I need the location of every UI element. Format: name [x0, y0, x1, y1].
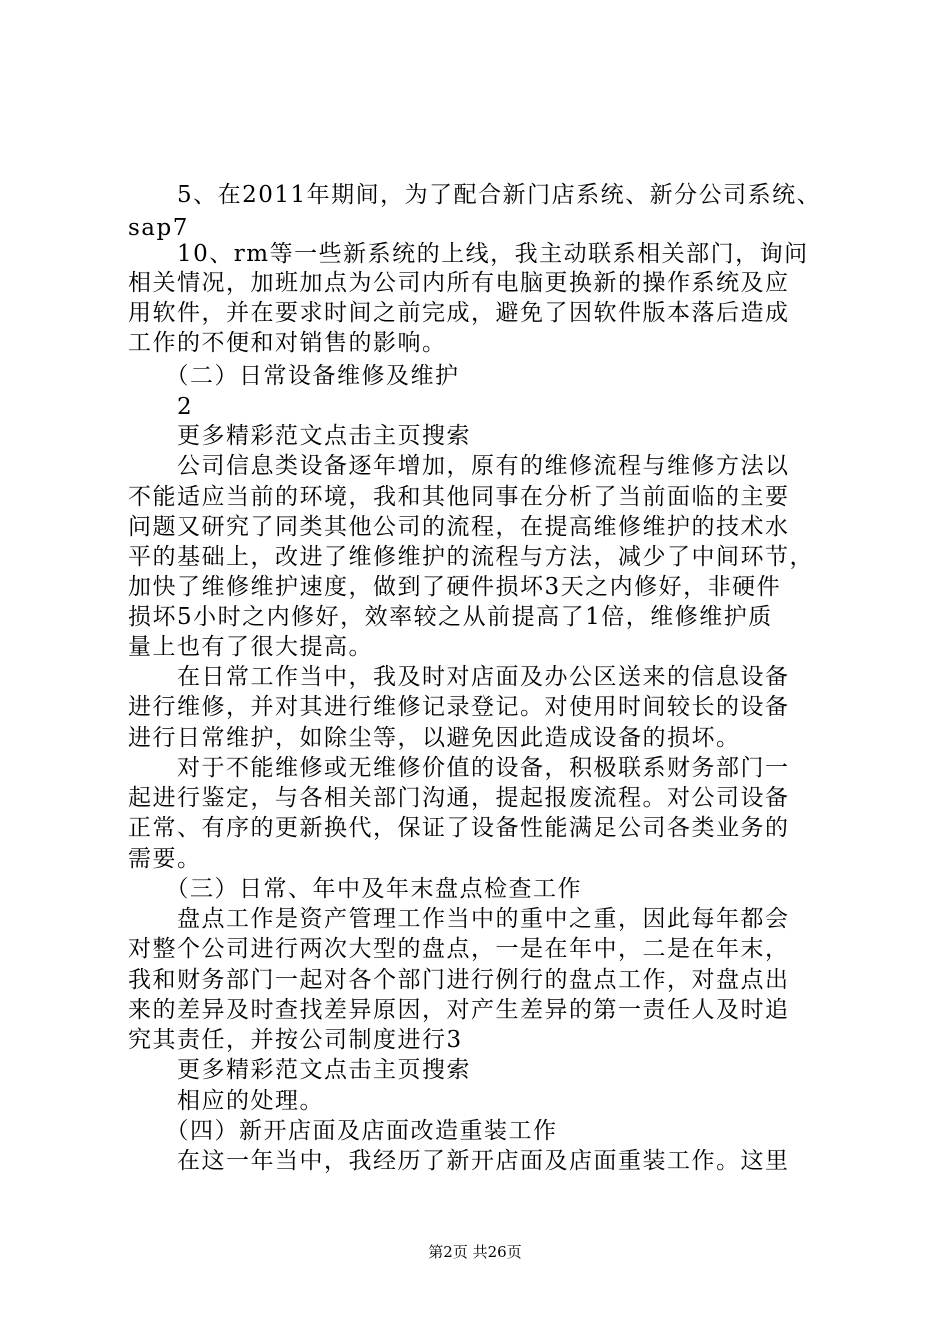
text-line: 对于不能维修或无维修价值的设备，积极联系财务部门一 [128, 755, 790, 781]
text-line: 在日常工作当中，我及时对店面及办公区送来的信息设备 [128, 664, 790, 690]
text-line: 公司信息类设备逐年增加，原有的维修流程与维修方法以 [128, 453, 790, 479]
section-heading: （二）日常设备维修及维护 [128, 363, 460, 389]
text-line: 进行维修，并对其进行维修记录登记。对使用时间较长的设备 [128, 694, 790, 720]
text-line: 加快了维修维护速度，做到了硬件损坏3天之内修好，非硬件 [128, 574, 782, 600]
text-line: 10、rm等一些新系统的上线，我主动联系相关部门，询问 [128, 241, 809, 267]
text-line: 更多精彩范文点击主页搜索 [128, 1057, 471, 1083]
text-line: 用软件，并在要求时间之前完成，避免了因软件版本落后造成 [128, 300, 790, 326]
text-line: 更多精彩范文点击主页搜索 [128, 423, 471, 449]
text-line: 需要。 [128, 846, 202, 872]
text-line: 究其责任，并按公司制度进行3 [128, 1027, 463, 1053]
text-line: 进行日常维护，如除尘等，以避免因此造成设备的损坏。 [128, 725, 741, 751]
text-line: 在这一年当中，我经历了新开店面及店面重装工作。这里 [128, 1148, 790, 1174]
text-line: 正常、有序的更新换代，保证了设备性能满足公司各类业务的 [128, 815, 790, 841]
section-heading: （三）日常、年中及年末盘点检查工作 [128, 876, 582, 902]
text-line: 相应的处理。 [128, 1088, 324, 1114]
text-line: 平的基础上，改进了维修维护的流程与方法，减少了中间环节， [128, 544, 814, 570]
text-line: 量上也有了很大提高。 [128, 634, 373, 660]
text-line: 我和财务部门一起对各个部门进行例行的盘点工作，对盘点出 [128, 967, 790, 993]
text-line: 5、在2011年期间，为了配合新门店系统、新分公司系统、 [128, 182, 822, 208]
text-line: 问题又研究了同类其他公司的流程，在提高维修维护的技术水 [128, 514, 790, 540]
text-line: 盘点工作是资产管理工作当中的重中之重，因此每年都会 [128, 906, 790, 932]
text-line: 对整个公司进行两次大型的盘点，一是在年中，二是在年末， [128, 936, 790, 962]
text-line: 相关情况，加班加点为公司内所有电脑更换新的操作系统及应 [128, 270, 790, 296]
text-line: 工作的不便和对销售的影响。 [128, 330, 447, 356]
text-line: 来的差异及时查找差异原因，对产生差异的第一责任人及时追 [128, 997, 790, 1023]
text-line: 2 [128, 394, 194, 420]
text-line: 起进行鉴定，与各相关部门沟通，提起报废流程。对公司设备 [128, 785, 790, 811]
text-line: 不能适应当前的环境，我和其他同事在分析了当前面临的主要 [128, 484, 790, 510]
section-heading: （四）新开店面及店面改造重装工作 [128, 1118, 558, 1144]
page-number-footer: 第2页 共26页 [428, 1243, 522, 1261]
text-line: 损坏5小时之内修好，效率较之从前提高了1倍，维修维护质 [128, 604, 773, 630]
text-line: sap7 [128, 215, 189, 241]
